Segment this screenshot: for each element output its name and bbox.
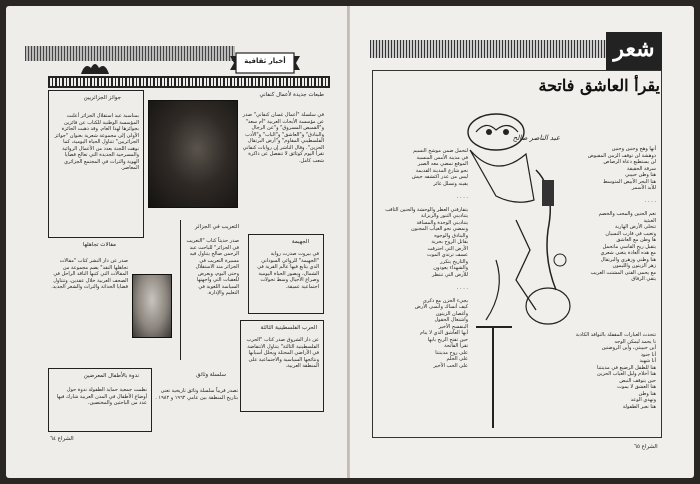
news-box-series (152, 368, 240, 430)
ornament-icon (79, 58, 111, 76)
decorative-banner (25, 46, 235, 61)
news-title: التعريب في الجزائر (194, 224, 239, 230)
author-photo-small (132, 274, 172, 338)
poem-column-right: أنها وهج وحنين وحنين دوهشة لن توقف الزمن المقبوض لن يستطيع دعاة الرصاص سرقة الحقيقة هنا وطن حبيبي هنا البحر الأبيض المتوسط للأبد الأسمر . . . . تعم الحنين والمحب والخصم العبثية تتخلى الأرض الهاربة وتغيب في قارب النسيان ها وطن مع العاشق يتقبل ريح القاسي ماتحمل مع هذه العادة يتغنى شعري هنا وطني وزهري والبرتقال زهر الزيتون والليمون مع يحمى الفتى المشتت الغريب يتقي الرفاق (587, 146, 656, 282)
author-photo-portrait (148, 100, 238, 208)
left-page (6, 6, 347, 478)
news-box-articles (48, 236, 130, 364)
greek-key-border (48, 76, 330, 88)
news-title: جوائز الجزائريين (83, 95, 121, 101)
news-title: مقالات تجاهلها (82, 242, 116, 248)
news-body: بمناسبة عيد استقلال الجزائر أعلنت المؤسسة الوطنية للكتاب عن فائزين بجوائزها لهذا العام. وقد ذهبت الجائزة الأولى إلى مجموعة شعرية بعنوان "جوائز الجزائريين" تتناول الحياة اليومية، كما نوهت اللجنة بعدد من الأعمال الروائية والمسرحية الجديدة التي تعالج قضايا الهوية والتراث في المجتمع الجزائري المعاصر. (53, 113, 139, 171)
poem-title: يقرأ العاشق فاتحة (538, 76, 660, 95)
poem-bottom-right: تتحدث العبارات المقفلة بالنوافذ الكاذبة نا يحمد ليمكن الوجه أين حبيبتي، وأين الروضتين أنا جنود أنا شهيد هنا للطفل الرضيع في مدينتنا هنا أحلام وليل الغياب الحزين حين يتوقف النبض هنا العشق لا يموت هنا وطن وتهدي الوعد هنا نعبر الطفولة (575, 332, 656, 410)
section-logo (230, 50, 300, 76)
section-header-bar (370, 40, 608, 58)
illustration-icon (456, 110, 576, 330)
news-body: في سلسلة "أعمال غسان كنفاني" صدر عن مؤسسة الأبحاث العربية "أم سعد" و"القميص المسروق" و"عن الرجال والبنادق" و"العاشق" و"الباب" و"الأدب الفلسطيني المقاوم" و"أرض البرتقال الحزين". وقال الناشر إن روايات كنفاني تقرأ اليوم كوثائق لا تنفصل عن ذاكرة شعب كامل. (241, 112, 324, 164)
section-header (606, 32, 662, 70)
news-body: تصدر قريباً سلسلة وثائق تاريخية تعنى بتاريخ المنطقة بين عامي ١٩٦٢ و ١٩٨٢ . (155, 388, 238, 401)
news-title: سلسلة وثائق (196, 372, 226, 378)
news-title: الحرب الفلسطينية الثالثة (260, 325, 317, 331)
right-page (350, 6, 694, 478)
news-box-arabization (180, 220, 241, 360)
poem-divider (492, 328, 494, 428)
section-logo-text: أخبار ثقافية (244, 57, 286, 65)
news-body: في بيروت صدرت رواية "الجهيمة" للروائي السوداني الذي يتابع فيها عالم القرية في الشمال، ويصور الحياة اليومية وصراع الأجيال وسط تحولات اجتماعية عميقة. (255, 251, 319, 290)
news-title: ندوة بالأطفال المعرضين (83, 373, 139, 379)
news-body: عن دار الشروق صدر كتاب "الحرب الفلسطينية الثالثة" يتناول الانتفاضة في الأراضي المحتلة ويحلل أسبابها ونتائجها السياسية والاجتماعية على المنطقة العربية. (244, 337, 319, 369)
page-number: الشراع ٦٤ (50, 436, 74, 442)
page-number: الشراع ٦٥ (634, 444, 658, 450)
news-box-seminar (48, 368, 152, 432)
news-box-prizes (48, 90, 144, 238)
news-box-palestine-war (240, 320, 324, 412)
news-body: نظمت جمعية حماية الطفولة ندوة حول أوضاع الأطفال في المدن العربية شارك فيها عدد من الباحثين والمختصين. (55, 387, 147, 406)
news-box-kanafani (242, 90, 324, 218)
news-title: طبعات جديدة لأعمال كنفاني (259, 92, 324, 98)
section-header-text: شعر (613, 36, 655, 62)
news-body: صدر عن دار النشر كتاب "مقالات تجاهلها النقد" يضم مجموعة من المقالات التي كتبها الناقد الراحل في الصحف العربية خلال عقدين، وتتناول قضايا الحداثة والتراث والشعر الجديد. (51, 258, 128, 290)
poem-column-left: لتحمل ضمن موشح النسيم في مدينة الأمس المنسية الموقع نمضي معه الصبر نحو شارع المدينة القديمة ليس من عذر اكتشفه جيش يقينه وتسلل غائر . . . . يتفارقني العطر والوحشة والحنين الثاقب يتناديني التنور والزنزانة يتناديني الوحدة والمسافة ونمضي نحو الغياب المجنون والبنادق والوجوه يقاتل الروح بحرية الأرض التي احترقت عسف ترتدي الموت والتاريخ يتكرر والشهداء يعودون للأرض التي تنتظر . . . . يجيء الحزن مع ذكرى كيف أنساك وأنسى الأرض وأغصان الزيتون واشتعال الحقول البنفسج الأخير أيها العاشق الذي لا ينام حين تفتح الريح بابها تقرأ الفاتحة على روح مدينتنا على الحلم على الحب الأخير (385, 148, 468, 369)
news-body: صدر حديثاً كتاب "التعريب في الجزائر" للباحث عبد الرحمن صالح يتناول فيه مسيرة التعريب في الجزائر منذ الاستقلال وحتى اليوم، ويعرض للعقبات التي واجهتها السياسة اللغوية في التعليم والإدارة. (184, 238, 239, 296)
news-box-jahima (248, 234, 324, 314)
poem-author: عبد الناصر صالح (512, 134, 560, 142)
poem-divider-top (476, 326, 512, 328)
news-title: الجهيمة (291, 239, 309, 245)
